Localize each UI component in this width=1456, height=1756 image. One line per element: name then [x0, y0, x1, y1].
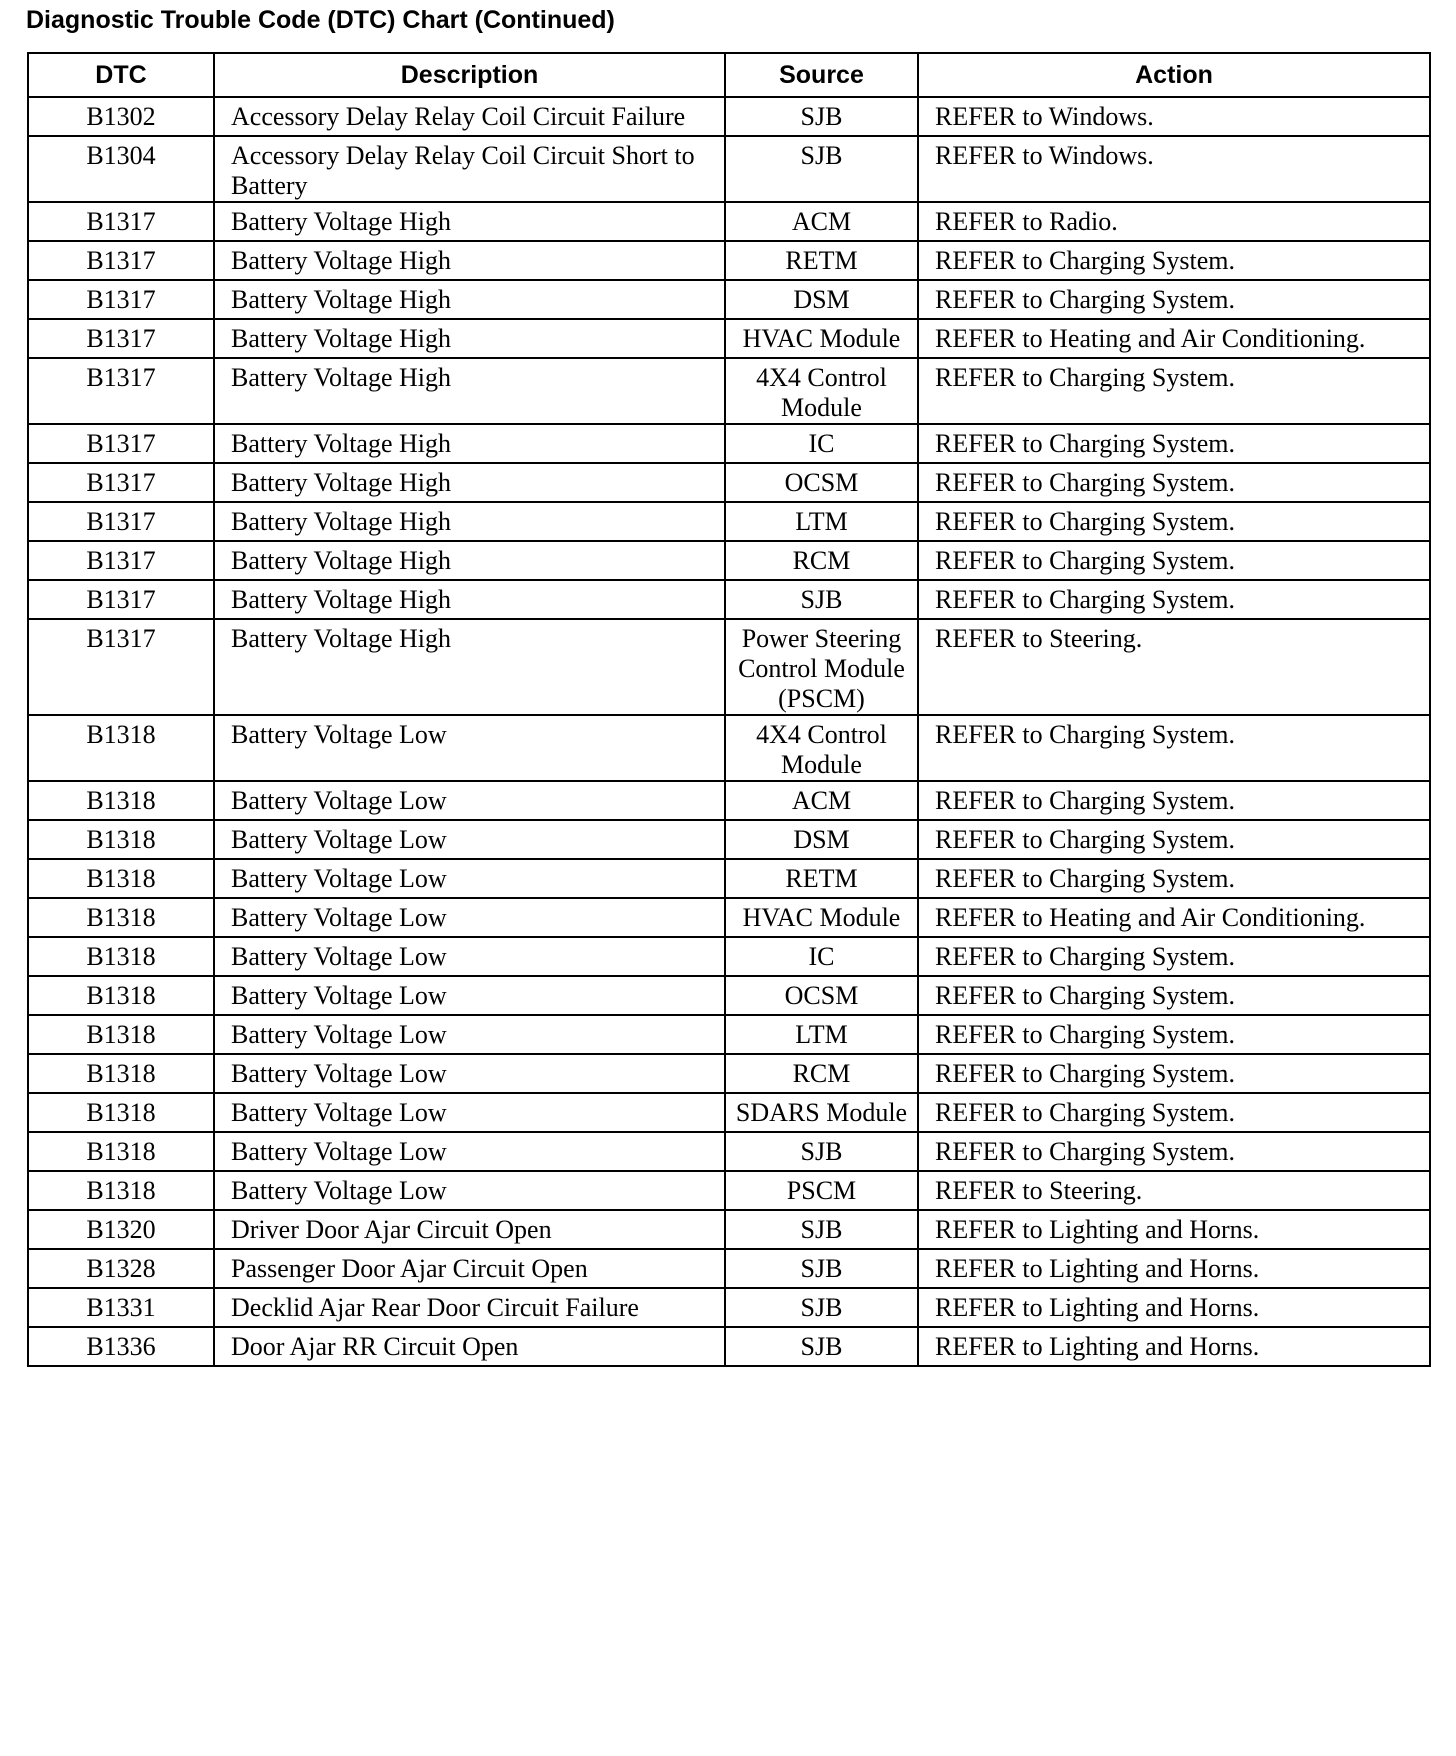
- table-row: [28, 715, 1430, 781]
- description-cell: Battery Voltage Low: [214, 1093, 725, 1132]
- action-cell: REFER to Charging System.: [918, 1132, 1430, 1171]
- description-cell: Battery Voltage Low: [214, 1054, 725, 1093]
- action-cell: REFER to Charging System.: [918, 580, 1430, 619]
- description-cell: Battery Voltage Low: [214, 820, 725, 859]
- description-cell: Battery Voltage High: [214, 619, 725, 715]
- description-cell: Battery Voltage Low: [214, 898, 725, 937]
- table-body: [28, 97, 1430, 1366]
- description-cell: Door Ajar RR Circuit Open: [214, 1327, 725, 1366]
- table-row: [28, 280, 1430, 319]
- dtc-cell: B1318: [28, 937, 214, 976]
- source-cell: RCM: [725, 1054, 918, 1093]
- action-cell: REFER to Charging System.: [918, 358, 1430, 424]
- action-cell: REFER to Heating and Air Conditioning.: [918, 898, 1430, 937]
- action-cell: REFER to Charging System.: [918, 820, 1430, 859]
- dtc-cell: B1317: [28, 358, 214, 424]
- table-row: [28, 937, 1430, 976]
- source-cell: RETM: [725, 241, 918, 280]
- table-row: [28, 1132, 1430, 1171]
- dtc-cell: B1317: [28, 424, 214, 463]
- table-row: [28, 1054, 1430, 1093]
- dtc-cell: B1302: [28, 97, 214, 136]
- dtc-cell: B1317: [28, 280, 214, 319]
- table-row: [28, 580, 1430, 619]
- dtc-cell: B1318: [28, 898, 214, 937]
- dtc-cell: B1318: [28, 1132, 214, 1171]
- dtc-cell: B1328: [28, 1249, 214, 1288]
- dtc-cell: B1318: [28, 820, 214, 859]
- source-cell: HVAC Module: [725, 898, 918, 937]
- source-cell: ACM: [725, 781, 918, 820]
- action-cell: REFER to Lighting and Horns.: [918, 1249, 1430, 1288]
- dtc-cell: B1317: [28, 541, 214, 580]
- description-cell: Battery Voltage High: [214, 319, 725, 358]
- dtc-cell: B1318: [28, 781, 214, 820]
- description-cell: Accessory Delay Relay Coil Circuit Short to Battery: [214, 136, 725, 202]
- table-row: [28, 463, 1430, 502]
- dtc-cell: B1317: [28, 463, 214, 502]
- table-row: [28, 1015, 1430, 1054]
- description-cell: Driver Door Ajar Circuit Open: [214, 1210, 725, 1249]
- source-cell: OCSM: [725, 976, 918, 1015]
- page-title: Diagnostic Trouble Code (DTC) Chart (Continued): [26, 6, 615, 34]
- description-cell: Battery Voltage High: [214, 358, 725, 424]
- action-cell: REFER to Charging System.: [918, 976, 1430, 1015]
- source-cell: HVAC Module: [725, 319, 918, 358]
- action-cell: REFER to Radio.: [918, 202, 1430, 241]
- action-cell: REFER to Charging System.: [918, 1054, 1430, 1093]
- source-cell: PSCM: [725, 1171, 918, 1210]
- action-cell: REFER to Steering.: [918, 619, 1430, 715]
- source-cell: Power Steering Control Module (PSCM): [725, 619, 918, 715]
- dtc-cell: B1318: [28, 1093, 214, 1132]
- table-row: [28, 976, 1430, 1015]
- source-cell: 4X4 Control Module: [725, 358, 918, 424]
- action-cell: REFER to Charging System.: [918, 424, 1430, 463]
- table-row: [28, 619, 1430, 715]
- source-cell: SJB: [725, 136, 918, 202]
- table-row: [28, 424, 1430, 463]
- dtc-cell: B1318: [28, 976, 214, 1015]
- description-cell: Battery Voltage High: [214, 280, 725, 319]
- table-row: [28, 502, 1430, 541]
- source-cell: IC: [725, 424, 918, 463]
- description-cell: Battery Voltage Low: [214, 715, 725, 781]
- source-cell: OCSM: [725, 463, 918, 502]
- table-row: [28, 202, 1430, 241]
- source-cell: RCM: [725, 541, 918, 580]
- dtc-cell: B1318: [28, 859, 214, 898]
- source-cell: DSM: [725, 820, 918, 859]
- column-header-action: Action: [918, 53, 1430, 97]
- source-cell: SJB: [725, 1132, 918, 1171]
- action-cell: REFER to Charging System.: [918, 541, 1430, 580]
- action-cell: REFER to Charging System.: [918, 715, 1430, 781]
- table-row: [28, 859, 1430, 898]
- description-cell: Battery Voltage Low: [214, 937, 725, 976]
- action-cell: REFER to Charging System.: [918, 280, 1430, 319]
- dtc-cell: B1318: [28, 715, 214, 781]
- description-cell: Battery Voltage High: [214, 424, 725, 463]
- dtc-cell: B1317: [28, 502, 214, 541]
- action-cell: REFER to Lighting and Horns.: [918, 1210, 1430, 1249]
- source-cell: SDARS Module: [725, 1093, 918, 1132]
- action-cell: REFER to Lighting and Horns.: [918, 1327, 1430, 1366]
- dtc-cell: B1317: [28, 319, 214, 358]
- action-cell: REFER to Charging System.: [918, 1015, 1430, 1054]
- source-cell: 4X4 Control Module: [725, 715, 918, 781]
- description-cell: Battery Voltage High: [214, 241, 725, 280]
- table-row: [28, 781, 1430, 820]
- dtc-cell: B1317: [28, 619, 214, 715]
- source-cell: SJB: [725, 580, 918, 619]
- action-cell: REFER to Heating and Air Conditioning.: [918, 319, 1430, 358]
- dtc-cell: B1336: [28, 1327, 214, 1366]
- description-cell: Battery Voltage Low: [214, 859, 725, 898]
- dtc-cell: B1320: [28, 1210, 214, 1249]
- description-cell: Battery Voltage Low: [214, 1171, 725, 1210]
- action-cell: REFER to Steering.: [918, 1171, 1430, 1210]
- dtc-cell: B1318: [28, 1015, 214, 1054]
- source-cell: ACM: [725, 202, 918, 241]
- description-cell: Accessory Delay Relay Coil Circuit Failure: [214, 97, 725, 136]
- table-row: [28, 820, 1430, 859]
- table-row: [28, 1171, 1430, 1210]
- dtc-table: [27, 52, 1431, 1367]
- table-row: [28, 898, 1430, 937]
- action-cell: REFER to Lighting and Horns.: [918, 1288, 1430, 1327]
- source-cell: SJB: [725, 1327, 918, 1366]
- table-row: [28, 136, 1430, 202]
- source-cell: RETM: [725, 859, 918, 898]
- header-row: [28, 53, 1430, 97]
- dtc-cell: B1304: [28, 136, 214, 202]
- description-cell: Battery Voltage High: [214, 541, 725, 580]
- action-cell: REFER to Charging System.: [918, 859, 1430, 898]
- description-cell: Battery Voltage High: [214, 202, 725, 241]
- action-cell: REFER to Charging System.: [918, 781, 1430, 820]
- column-header-description: Description: [214, 53, 725, 97]
- description-cell: Battery Voltage High: [214, 463, 725, 502]
- table-row: [28, 1093, 1430, 1132]
- table-row: [28, 1210, 1430, 1249]
- dtc-cell: B1331: [28, 1288, 214, 1327]
- source-cell: DSM: [725, 280, 918, 319]
- dtc-cell: B1318: [28, 1171, 214, 1210]
- description-cell: Battery Voltage High: [214, 580, 725, 619]
- action-cell: REFER to Windows.: [918, 97, 1430, 136]
- source-cell: SJB: [725, 1288, 918, 1327]
- source-cell: SJB: [725, 1249, 918, 1288]
- column-header-source: Source: [725, 53, 918, 97]
- source-cell: SJB: [725, 97, 918, 136]
- source-cell: LTM: [725, 502, 918, 541]
- dtc-cell: B1317: [28, 202, 214, 241]
- table-row: [28, 1327, 1430, 1366]
- description-cell: Battery Voltage Low: [214, 1132, 725, 1171]
- table-row: [28, 319, 1430, 358]
- description-cell: Battery Voltage Low: [214, 976, 725, 1015]
- dtc-cell: B1317: [28, 580, 214, 619]
- dtc-cell: B1318: [28, 1054, 214, 1093]
- table-row: [28, 1288, 1430, 1327]
- source-cell: SJB: [725, 1210, 918, 1249]
- source-cell: LTM: [725, 1015, 918, 1054]
- table-row: [28, 541, 1430, 580]
- column-header-dtc: DTC: [28, 53, 214, 97]
- description-cell: Decklid Ajar Rear Door Circuit Failure: [214, 1288, 725, 1327]
- source-cell: IC: [725, 937, 918, 976]
- action-cell: REFER to Windows.: [918, 136, 1430, 202]
- description-cell: Battery Voltage Low: [214, 781, 725, 820]
- description-cell: Battery Voltage High: [214, 502, 725, 541]
- table-row: [28, 358, 1430, 424]
- action-cell: REFER to Charging System.: [918, 241, 1430, 280]
- table-row: [28, 1249, 1430, 1288]
- action-cell: REFER to Charging System.: [918, 502, 1430, 541]
- action-cell: REFER to Charging System.: [918, 1093, 1430, 1132]
- action-cell: REFER to Charging System.: [918, 937, 1430, 976]
- table-row: [28, 241, 1430, 280]
- description-cell: Passenger Door Ajar Circuit Open: [214, 1249, 725, 1288]
- table-row: [28, 97, 1430, 136]
- description-cell: Battery Voltage Low: [214, 1015, 725, 1054]
- dtc-cell: B1317: [28, 241, 214, 280]
- action-cell: REFER to Charging System.: [918, 463, 1430, 502]
